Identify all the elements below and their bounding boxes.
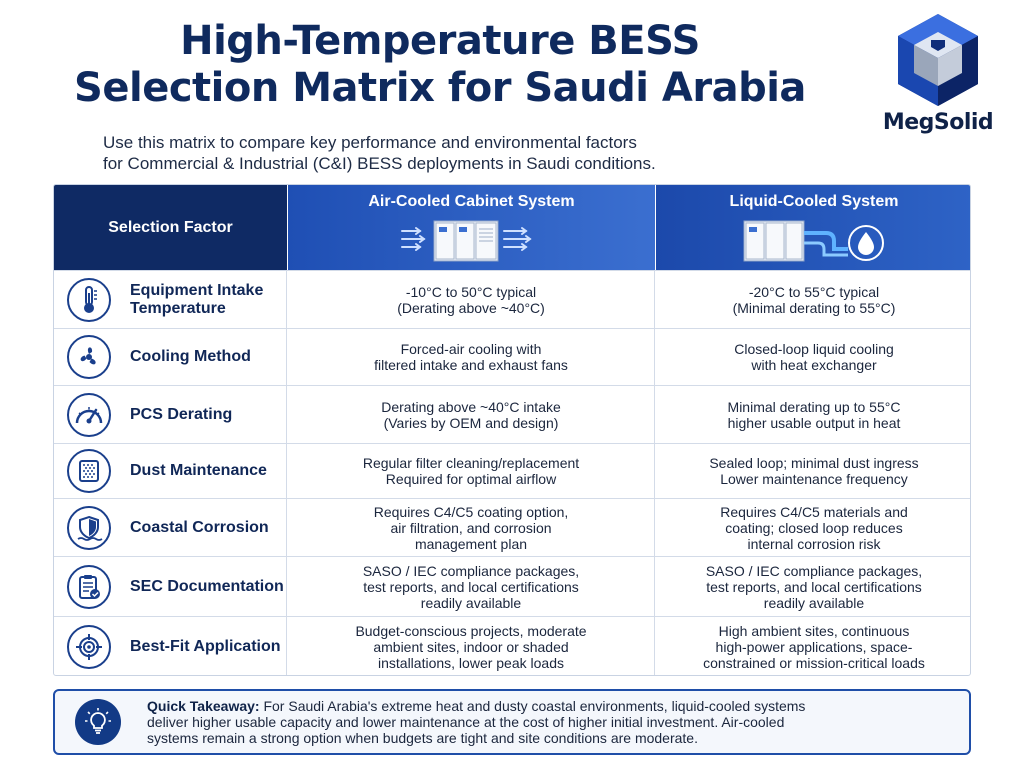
- liquid-cooled-value: Sealed loop; minimal dust ingress Lower maintenance frequency: [709, 455, 919, 487]
- table-row: [54, 443, 970, 498]
- air-cooled-value: Derating above ~40°C intake (Varies by OEM and design): [288, 386, 655, 443]
- takeaway-label: Quick Takeaway:: [147, 698, 260, 714]
- factor-label: PCS Derating: [130, 405, 233, 423]
- target-icon: [67, 625, 111, 669]
- factor-label: Cooling Method: [130, 348, 251, 365]
- page-title: [0, 18, 880, 112]
- air-cooled-value: SASO / IEC compliance packages, test reports, and local certifications readily available: [288, 557, 655, 616]
- factor-label: Equipment Intake Temperature: [130, 281, 264, 317]
- air-cooled-value: Forced-air cooling with filtered intake and exhaust fans: [288, 329, 655, 385]
- header-selection-factor: Selection Factor: [54, 185, 287, 270]
- lightbulb-icon: [75, 699, 121, 745]
- factor-label: Best-Fit Application: [130, 638, 281, 655]
- table-row: [54, 385, 970, 443]
- table-row: [54, 616, 970, 676]
- table-row: [54, 270, 970, 328]
- table-row: [54, 556, 970, 616]
- air-cooled-cabinet-icon: [398, 217, 548, 265]
- intro-text: [103, 132, 863, 174]
- quick-takeaway-box: [53, 689, 971, 755]
- filter-icon: [67, 449, 111, 493]
- factor-label: Coastal Corrosion: [130, 518, 269, 536]
- liquid-cooled-value: Closed-loop liquid cooling with heat exchanger: [734, 341, 894, 373]
- air-cooled-value: -10°C to 50°C typical (Derating above ~40°C): [288, 271, 655, 328]
- header-liquid-cooled-label: Liquid-Cooled System: [729, 193, 899, 210]
- air-cooled-value: Regular filter cleaning/replacement Required for optimal airflow: [288, 444, 655, 498]
- fan-icon: [67, 335, 111, 379]
- liquid-cooled-system-icon: [738, 217, 888, 265]
- intro-line-2: for Commercial & Industrial (C&I) BESS deployments in Saudi conditions.: [103, 154, 656, 173]
- table-row: [54, 328, 970, 385]
- air-cooled-value: Budget-conscious projects, moderate ambient sites, indoor or shaded installations, lower peak loads: [288, 617, 655, 676]
- intro-line-1: Use this matrix to compare key performance and environmental factors: [103, 133, 637, 152]
- header-air-cooled-label: Air-Cooled Cabinet System: [368, 193, 575, 210]
- logo-text: MegSolid: [882, 110, 994, 135]
- thermometer-icon: [67, 278, 111, 322]
- shield-wave-icon: [67, 506, 111, 550]
- table-row: [54, 498, 970, 556]
- clipboard-check-icon: [67, 565, 111, 609]
- liquid-cooled-value: High ambient sites, continuous high-power applications, space- constrained or mission-critical loads: [703, 623, 925, 671]
- liquid-cooled-value: -20°C to 55°C typical (Minimal derating to 55°C): [732, 283, 896, 316]
- cube-logo-icon: [895, 12, 981, 108]
- title-line-2: Selection Matrix for Saudi Arabia: [74, 65, 806, 111]
- factor-label: Dust Maintenance: [130, 462, 267, 479]
- selection-matrix-table: [53, 184, 971, 676]
- title-line-1: High-Temperature BESS: [180, 18, 700, 64]
- table-header: [54, 185, 970, 270]
- company-logo: [868, 12, 1008, 135]
- air-cooled-value: Requires C4/C5 coating option, air filtration, and corrosion management plan: [288, 499, 655, 556]
- gauge-icon: [67, 393, 111, 437]
- factor-label: SEC Documentation: [130, 577, 284, 595]
- header-air-cooled: [288, 185, 655, 270]
- liquid-cooled-value: Requires C4/C5 materials and coating; closed loop reduces internal corrosion risk: [720, 503, 908, 552]
- takeaway-text: Quick Takeaway: For Saudi Arabia's extreme heat and dusty coastal environments, liquid-cooled systems deliver higher usable capacity and lower maintenance at the cost of higher initial investment. Air-cooled systems remain a strong option when budgets are tight and site conditions are moderate.: [147, 698, 806, 746]
- header-liquid-cooled: [656, 185, 971, 270]
- liquid-cooled-value: SASO / IEC compliance packages, test reports, and local certifications readily available: [705, 562, 923, 611]
- liquid-cooled-value: Minimal derating up to 55°C higher usable output in heat: [727, 398, 901, 431]
